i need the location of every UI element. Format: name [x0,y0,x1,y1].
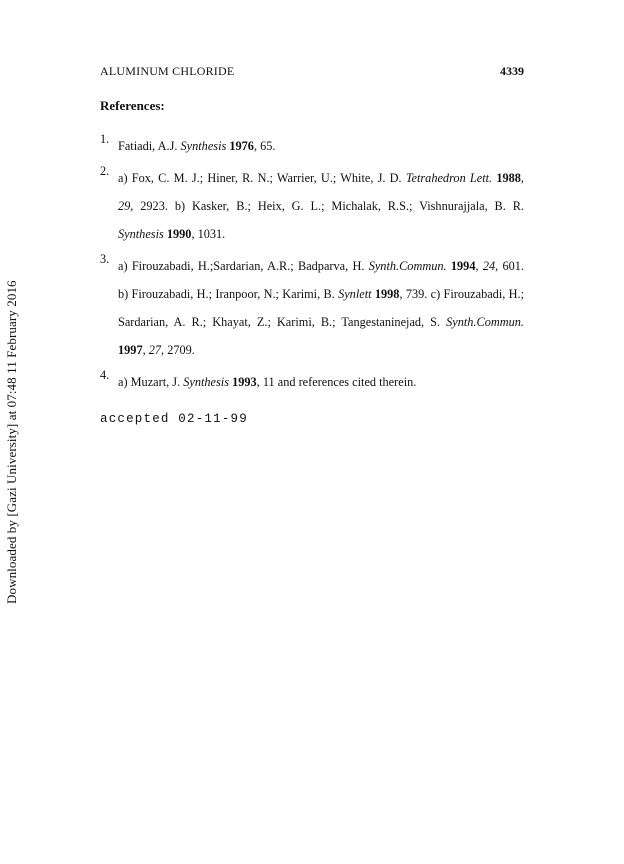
reference-segment: Synlett [338,287,372,301]
reference-segment: 24 [482,259,496,273]
reference-segment: Synth.Commun. [368,259,447,273]
reference-segment: , [475,259,483,273]
reference-segment: 29 [118,199,131,213]
running-head: ALUMINUM CHLORIDE [100,64,235,78]
reference-segment: Tetrahedron Lett. [405,171,493,185]
reference-item [100,368,524,396]
reference-number: 3. [100,252,110,266]
reference-segment: Synthesis [180,139,227,153]
reference-item [100,132,524,160]
reference-segment: 1998 [374,287,400,301]
accepted-date: accepted 02-11-99 [100,412,248,426]
references-section [100,98,524,400]
reference-segment: Synth.Commun. [446,315,524,329]
reference-segment: , 739. c) Firouzabadi, H.; Sardarian, A. R.; Khayat, Z.; Karimi, B.; Tangestaninejad, S. [118,287,524,329]
reference-segment: , 1031. [191,227,226,241]
reference-text [118,132,524,160]
reference-segment: Synthesis [183,375,229,389]
reference-segment: , 601. b) Firouzabadi, H.; Iranpoor, N.; Karimi, B. [118,259,524,301]
reference-segment: 27 [148,343,162,357]
reference-segment: a) Firouzabadi, H.;Sardarian, A.R.; Badparva, H. [118,259,369,273]
reference-segment: , 65. [253,139,276,153]
reference-segment: Synthesis [118,227,164,241]
reference-segment: , [520,171,524,185]
reference-segment: 1976 [229,139,254,153]
references-heading: References: [100,98,165,113]
reference-segment: 1997 [118,343,143,357]
reference-item [100,164,524,248]
reference-list [100,132,524,396]
reference-text [118,164,524,248]
reference-number: 4. [100,368,110,382]
reference-segment: 1988 [496,171,521,185]
reference-segment: 1990 [166,227,192,241]
reference-segment: Fatiadi, A.J. [118,139,181,153]
page-number: 4339 [500,64,524,78]
reference-segment: , 2709. [161,343,195,357]
reference-text [118,252,524,364]
download-watermark: Downloaded by [Gazi University] at 07:48 11 February 2016 [4,280,19,604]
reference-segment: , 2923. b) Kasker, B.; Heix, G. L.; Michalak, R.S.; Vishnurajjala, B. R. [130,199,524,213]
reference-item [100,252,524,364]
reference-segment: , 11 and references cited therein. [256,375,417,389]
reference-segment: a) Muzart, J. [118,375,184,389]
reference-text [118,368,524,396]
reference-segment: 1994 [450,259,476,273]
reference-number: 1. [100,132,110,146]
reference-segment: a) Fox, C. M. J.; Hiner, R. N.; Warrier, U.; White, J. D. [118,171,406,185]
reference-number: 2. [100,164,110,178]
page-header [100,64,524,80]
reference-segment: 1993 [232,375,257,389]
reference-segment: , [142,343,149,357]
